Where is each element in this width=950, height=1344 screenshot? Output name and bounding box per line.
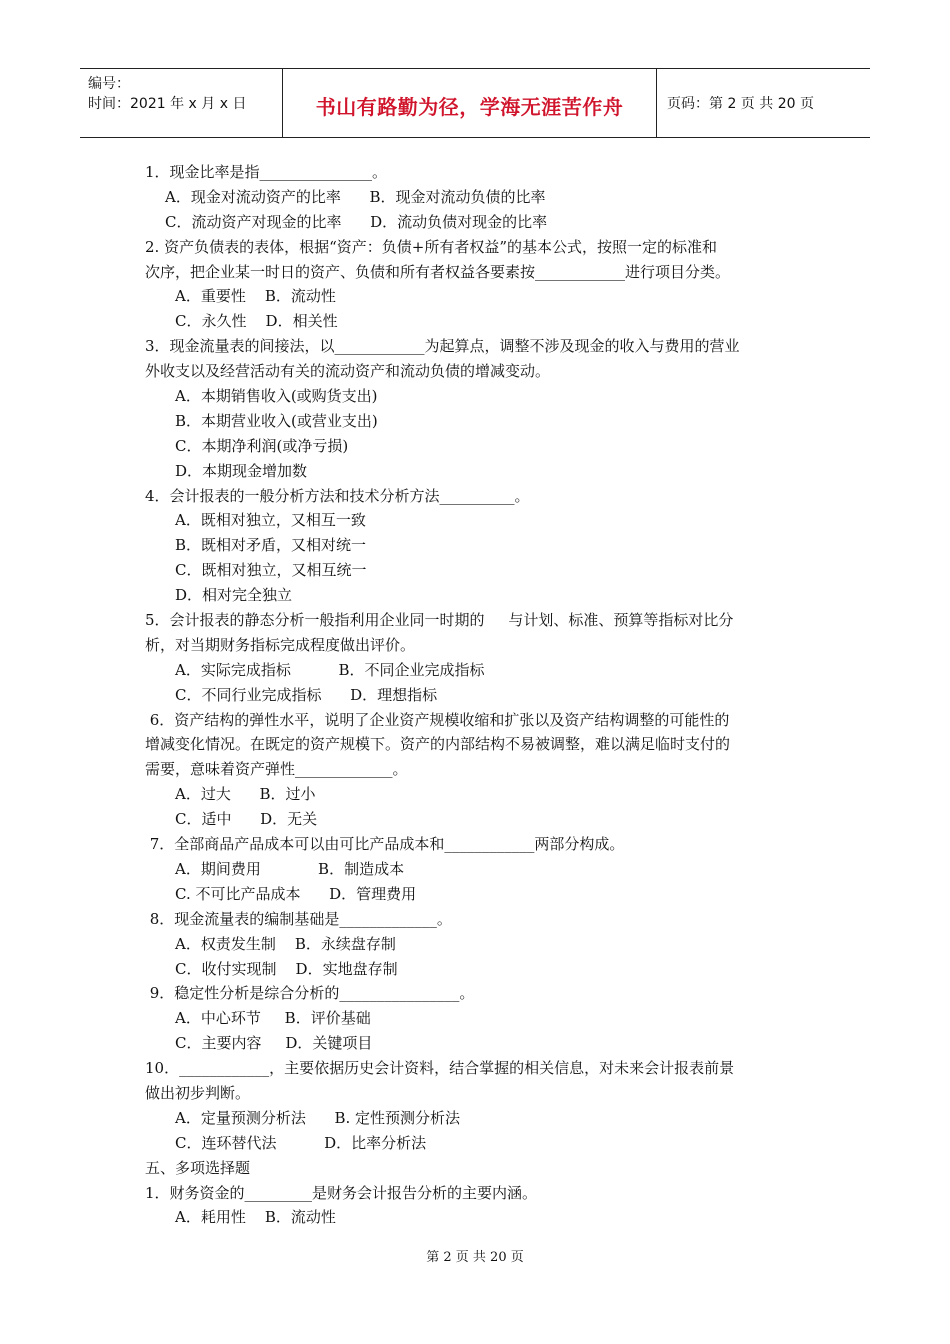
page-footer: 第 2 页 共 20 页 bbox=[426, 1250, 524, 1265]
question-line: 外收支以及经营活动有关的流动资产和流动负债的增减变动。 bbox=[145, 362, 551, 381]
option-line: C．主要内容 D．关键项目 bbox=[175, 1034, 373, 1053]
header-left-cell bbox=[80, 69, 283, 137]
option-line: C．流动资产对现金的比率 D．流动负债对现金的比率 bbox=[165, 212, 548, 231]
option-line: A．本期销售收入(或购货支出) bbox=[175, 387, 378, 406]
question-line: 5．会计报表的静态分析一般指利用企业同一时期的 与计划、标准、预算等指标对比分 bbox=[145, 611, 734, 630]
option-line: D．本期现金增加数 bbox=[175, 461, 308, 480]
question-line: 4．会计报表的一般分析方法和技术分析方法__________。 bbox=[145, 486, 530, 505]
option-line: C．既相对独立，又相互统一 bbox=[175, 561, 367, 580]
question-line: 次序，把企业某一时日的资产、负债和所有者权益各要素按____________进行项目分类。 bbox=[145, 262, 731, 281]
question-line: 做出初步判断。 bbox=[145, 1083, 251, 1102]
document-body bbox=[145, 160, 815, 1230]
header-motto-cell bbox=[283, 69, 657, 137]
question-line: 1．现金比率是指_______________。 bbox=[145, 163, 388, 181]
option-line: A．现金对流动资产的比率 B．现金对流动负债的比率 bbox=[165, 187, 546, 206]
question-line: 3．现金流量表的间接法，以____________为起算点，调整不涉及现金的收入与费用的营业 bbox=[145, 337, 740, 356]
question-line: 9．稳定性分析是综合分析的________________。 bbox=[145, 984, 475, 1003]
question-line: 1．财务资金的_________是财务会计报告分析的主要内涵。 bbox=[145, 1183, 538, 1202]
header-page-cell bbox=[657, 69, 870, 137]
question-line: 2. 资产负债表的表体，根据“资产：负债+所有者权益”的基本公式，按照一定的标准和 bbox=[145, 237, 717, 256]
header-page-info: 页码：第 2 页 共 20 页 bbox=[667, 96, 814, 112]
option-line: C．不同行业完成指标 D．理想指标 bbox=[175, 685, 438, 704]
option-line: A．权责发生制 B．永续盘存制 bbox=[175, 934, 396, 953]
option-line: A．耗用性 B．流动性 bbox=[175, 1208, 336, 1227]
question-line: 析，对当期财务指标完成程度做出评价。 bbox=[145, 635, 416, 654]
option-line: D．相对完全独立 bbox=[175, 586, 293, 605]
header-motto: 书山有路勤为径，学海无涯苦作舟 bbox=[315, 95, 624, 119]
question-line: 7．全部商品产品成本可以由可比产品成本和____________两部分构成。 bbox=[145, 835, 625, 854]
option-line: A．重要性 B．流动性 bbox=[175, 287, 336, 306]
option-line: C. 不可比产品成本 D．管理费用 bbox=[175, 884, 417, 903]
option-line: C．本期净利润(或净亏损) bbox=[175, 436, 349, 455]
option-line: A．既相对独立，又相互一致 bbox=[175, 511, 366, 530]
option-line: A．定量预测分析法 B. 定性预测分析法 bbox=[175, 1108, 461, 1127]
option-line: B．既相对矛盾，又相对统一 bbox=[175, 536, 367, 555]
question-line: 增减变化情况。在既定的资产规模下。资产的内部结构不易被调整，难以满足临时支付的 bbox=[145, 735, 731, 754]
option-line: A．期间费用 B．制造成本 bbox=[175, 859, 405, 878]
question-line: 6．资产结构的弹性水平，说明了企业资产规模收缩和扩张以及资产结构调整的可能性的 bbox=[145, 710, 730, 729]
question-line: 五、多项选择题 bbox=[145, 1158, 251, 1177]
option-line: B．本期营业收入(或营业支出) bbox=[175, 411, 378, 430]
document-header bbox=[80, 68, 870, 138]
option-line: A．中心环节 B．评价基础 bbox=[175, 1009, 371, 1028]
document-time-label: 时间：2021 年 x 月 x 日 bbox=[88, 96, 247, 112]
option-line: C．适中 D．无关 bbox=[175, 810, 318, 829]
option-line: C．收付实现制 D．实地盘存制 bbox=[175, 959, 398, 978]
question-line: 需要，意味着资产弹性_____________。 bbox=[145, 760, 408, 779]
document-id-label: 编号： bbox=[88, 76, 130, 92]
question-line: 10．____________，主要依据历史会计资料，结合掌握的相关信息，对未来会计报表前景 bbox=[145, 1059, 735, 1078]
option-line: C．永久性 D．相关性 bbox=[175, 312, 338, 331]
option-line: A．实际完成指标 B．不同企业完成指标 bbox=[175, 660, 485, 679]
question-line: 8．现金流量表的编制基础是_____________。 bbox=[145, 909, 452, 928]
option-line: C．连环替代法 D．比率分析法 bbox=[175, 1133, 427, 1152]
option-line: A．过大 B．过小 bbox=[175, 785, 316, 804]
